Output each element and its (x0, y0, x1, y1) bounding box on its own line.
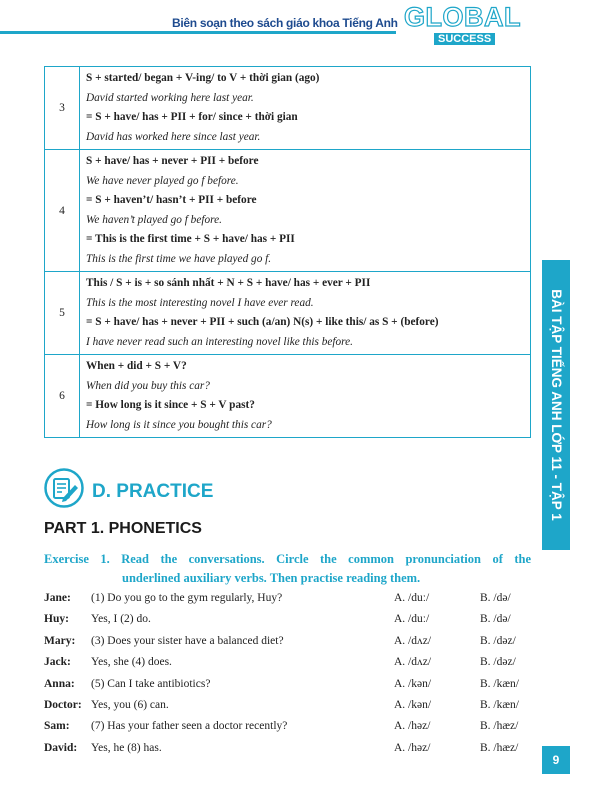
structure-number: 4 (45, 150, 80, 272)
utterance: (3) Does your sister have a balanced diet? (91, 634, 284, 647)
option-b[interactable]: B. /hæz/ (480, 720, 519, 733)
utterance: Yes, you (6) can. (91, 698, 169, 711)
structure-formula: S + started/ began + V-ing/ to V + thời gian (ago) (86, 72, 320, 84)
option-b[interactable]: B. /hæz/ (480, 741, 519, 754)
dialogue-row (44, 654, 534, 675)
utterance: Yes, I (2) do. (91, 613, 151, 626)
structure-formula: = S + have/ has + never + PII + such (a/an) N(s) + like this/ as S + (before) (86, 316, 439, 328)
utterance: (1) Do you go to the gym regularly, Huy? (91, 592, 283, 604)
brand-logo-text: GLOBAL (404, 2, 521, 32)
speaker-name: Sam: (44, 720, 70, 733)
exercise-instruction (44, 550, 531, 588)
page-number: 9 (542, 746, 570, 774)
dialogue-row (44, 590, 534, 611)
speaker-name: Anna: (44, 677, 75, 690)
dialogue-row (44, 697, 534, 718)
section-title: D. PRACTICE (92, 481, 214, 502)
option-a[interactable]: A. /həz/ (394, 741, 431, 754)
structure-formula: = How long is it since + S + V past? (86, 399, 255, 411)
speaker-name: David: (44, 741, 78, 754)
header-tagline: Biên soạn theo sách giáo khoa Tiếng Anh (172, 16, 398, 30)
utterance: (7) Has your father seen a doctor recently? (91, 720, 288, 733)
option-b[interactable]: B. /dəz/ (480, 634, 516, 647)
option-b[interactable]: B. /kæn/ (480, 677, 519, 690)
utterance: (5) Can I take antibiotics? (91, 677, 211, 690)
structure-example: When did you buy this car? (86, 379, 210, 392)
structure-body (80, 150, 531, 272)
speaker-name: Jane: (44, 592, 71, 604)
structure-formula: This / S + is + so sánh nhất + N + S + have/ has + ever + PII (86, 277, 371, 289)
structure-body (80, 272, 531, 355)
structure-formula: = S + haven’t/ hasn’t + PII + before (86, 194, 257, 206)
header-accent-bar (0, 31, 396, 34)
book-title-sidebar (542, 260, 570, 550)
structure-example: This is the most interesting novel I have ever read. (86, 296, 314, 309)
speaker-name: Mary: (44, 634, 76, 647)
utterance: Yes, she (4) does. (91, 656, 172, 669)
brand-logo-subtitle: SUCCESS (434, 33, 495, 45)
structure-formula: = S + have/ has + PII + for/ since + thời gian (86, 111, 298, 123)
structure-row (45, 272, 531, 355)
option-b[interactable]: B. /də/ (480, 613, 511, 626)
structure-example: David started working here last year. (86, 91, 254, 104)
practice-pencil-icon (44, 468, 84, 508)
structure-row (45, 355, 531, 438)
structure-example: I have never read such an interesting novel like this before. (86, 335, 353, 348)
structure-row (45, 67, 531, 150)
structure-formula: When + did + S + V? (86, 360, 187, 372)
speaker-name: Doctor: (44, 698, 82, 711)
structure-example: We have never played go f before. (86, 174, 239, 187)
dialogue-row (44, 676, 534, 697)
option-b[interactable]: B. /də/ (480, 592, 511, 604)
book-title: BÀI TẬP TIẾNG ANH LỚP 11 - TẬP 1 (549, 289, 564, 521)
option-a[interactable]: A. /dʌz/ (394, 656, 432, 669)
dialogue-row (44, 718, 534, 739)
dialogue-row (44, 633, 534, 654)
speaker-name: Jack: (44, 656, 71, 669)
option-a[interactable]: A. /dʌz/ (394, 634, 432, 647)
option-b[interactable]: B. /kæn/ (480, 698, 519, 711)
dialogue-row (44, 611, 534, 632)
option-b[interactable]: B. /dəz/ (480, 656, 516, 669)
exercise-line-2: underlined auxiliary verbs. Then practise reading them. (122, 571, 421, 585)
option-a[interactable]: A. /duː/ (394, 613, 430, 626)
structure-number: 5 (45, 272, 80, 355)
speaker-name: Huy: (44, 613, 69, 626)
structure-body (80, 67, 531, 150)
option-a[interactable]: A. /kən/ (394, 698, 432, 711)
structure-number: 3 (45, 67, 80, 150)
option-a[interactable]: A. /duː/ (394, 592, 430, 604)
structure-row (45, 150, 531, 272)
structure-formula: = This is the first time + S + have/ has + PII (86, 233, 295, 245)
page-header (0, 0, 610, 46)
structure-formula: S + have/ has + never + PII + before (86, 155, 259, 167)
utterance: Yes, he (8) has. (91, 741, 162, 754)
structure-example: David has worked here since last year. (86, 130, 261, 143)
structure-example: How long is it since you bought this car? (86, 418, 272, 431)
option-a[interactable]: A. /həz/ (394, 720, 431, 733)
structure-example: This is the first time we have played go f. (86, 252, 272, 265)
structure-table (44, 66, 531, 438)
exercise-line-1: Exercise 1. Read the conversations. Circle the common pronunciation of the (44, 552, 531, 566)
structure-example: We haven’t played go f before. (86, 213, 222, 226)
dialogue-row (44, 740, 534, 761)
structure-number: 6 (45, 355, 80, 438)
structure-body (80, 355, 531, 438)
dialogue-list (44, 590, 534, 761)
option-a[interactable]: A. /kən/ (394, 677, 432, 690)
part-title: PART 1. PHONETICS (44, 520, 202, 537)
